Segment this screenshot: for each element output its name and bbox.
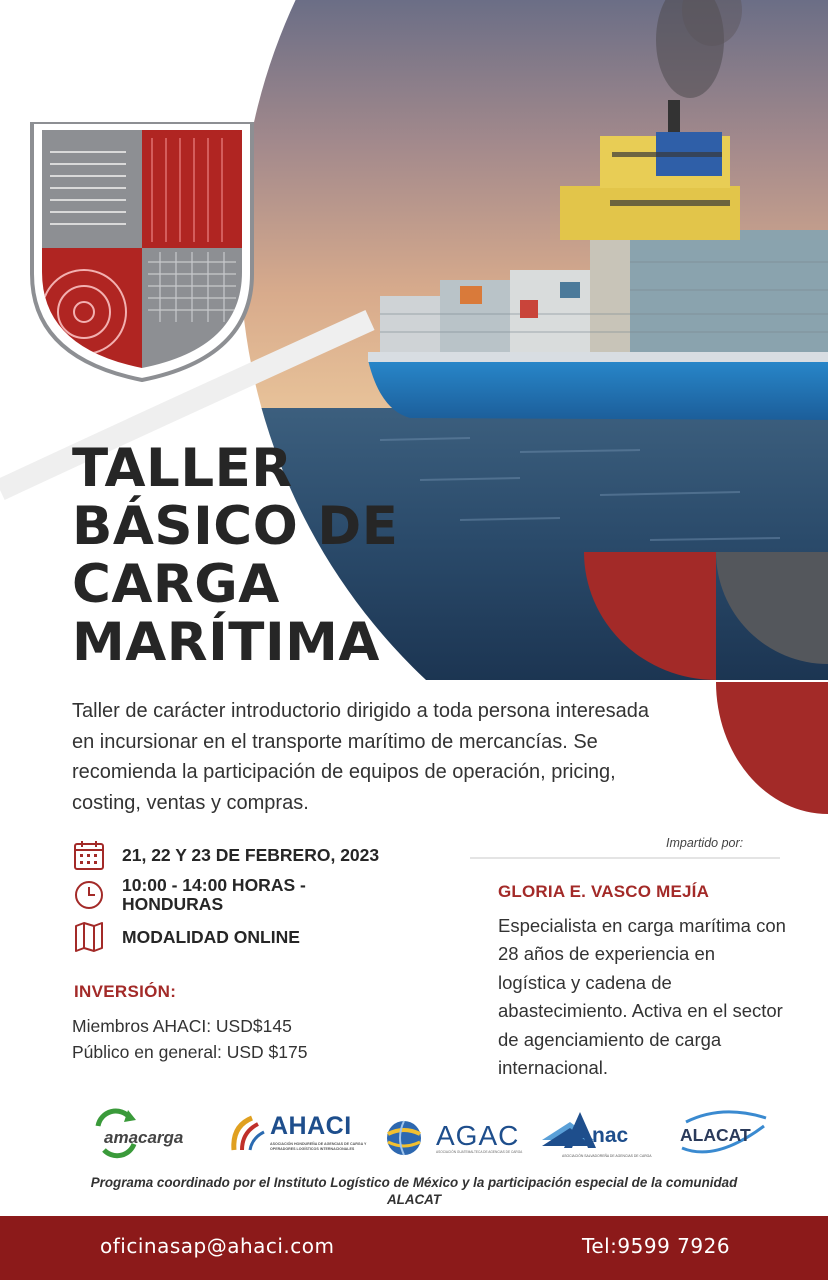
instructor-bio: Especialista en carga marítima con 28 años de experiencia en logística y cadena de abastecimiento. Activa en el sector de agenciamiento de carga internacional. bbox=[498, 915, 786, 1079]
contact-footer bbox=[0, 1216, 828, 1280]
title-line-1: TALLER bbox=[72, 438, 293, 499]
mode-text: MODALIDAD ONLINE bbox=[122, 926, 300, 947]
time-text bbox=[122, 876, 306, 914]
alacat-logo bbox=[676, 1108, 770, 1158]
title-line-2: BÁSICO DE bbox=[72, 496, 399, 557]
time-line-2: HONDURAS bbox=[122, 894, 224, 914]
program-footnote: Programa coordinado por el Instituto Logístico de México y la participación especial de la comunidad ALACAT bbox=[90, 1175, 738, 1207]
clock-icon bbox=[72, 878, 106, 912]
divider bbox=[470, 857, 780, 859]
ahaci-logo bbox=[228, 1112, 374, 1156]
investment-label: INVERSIÓN: bbox=[74, 982, 177, 1001]
contact-email-link[interactable]: oficinasap@ahaci.com bbox=[100, 1234, 335, 1258]
calendar-icon bbox=[72, 838, 106, 872]
event-date bbox=[72, 838, 379, 872]
ahaci-subtext: ASOCIACIÓN HONDUREÑA DE AGENCIAS DE CARGA Y OPERADORES LOGÍSTICOS INTERNACIONALES bbox=[270, 1142, 367, 1151]
event-time bbox=[72, 876, 306, 914]
date-text: 21, 22 Y 23 DE FEBRERO, 2023 bbox=[122, 844, 380, 865]
title-line-3: CARGA bbox=[72, 554, 280, 615]
instructor-label: Impartido por: bbox=[666, 836, 744, 850]
agac-text: AGAC bbox=[436, 1120, 520, 1151]
price-public: Público en general: USD $175 bbox=[72, 1042, 308, 1062]
instructor-name: GLORIA E. VASCO MEJÍA bbox=[498, 882, 710, 901]
agac-logo bbox=[380, 1114, 540, 1158]
contact-phone[interactable]: Tel:9599 7926 bbox=[582, 1234, 731, 1258]
page-title bbox=[72, 440, 492, 672]
map-icon bbox=[72, 920, 106, 954]
alacat-text: ALACAT bbox=[680, 1125, 751, 1145]
institute-shield-logo bbox=[26, 122, 258, 384]
amacarga-text: amacarga bbox=[104, 1128, 184, 1147]
price-members: Miembros AHACI: USD$145 bbox=[72, 1016, 292, 1036]
time-line-1: 10:00 - 14:00 HORAS - bbox=[122, 875, 306, 895]
ahaci-text: AHACI bbox=[270, 1112, 352, 1140]
anac-subtext: ASOCIACIÓN SALVADOREÑA DE AGENCIAS DE CARGA bbox=[562, 1154, 652, 1158]
intro-paragraph: Taller de carácter introductorio dirigido a toda persona interesada en incursionar en el transporte marítimo de mercancías. Se recomienda la participación de equipos de operación, pricing, costing, ventas y compras. bbox=[72, 700, 650, 814]
anac-logo bbox=[540, 1110, 674, 1160]
event-mode bbox=[72, 920, 300, 954]
agac-subtext: ASOCIACIÓN GUATEMALTECA DE AGENCIAS DE CARGA bbox=[436, 1150, 523, 1154]
anac-text: nac bbox=[592, 1124, 629, 1147]
amacarga-logo bbox=[90, 1108, 222, 1160]
title-line-4: MARÍTIMA bbox=[72, 612, 380, 673]
